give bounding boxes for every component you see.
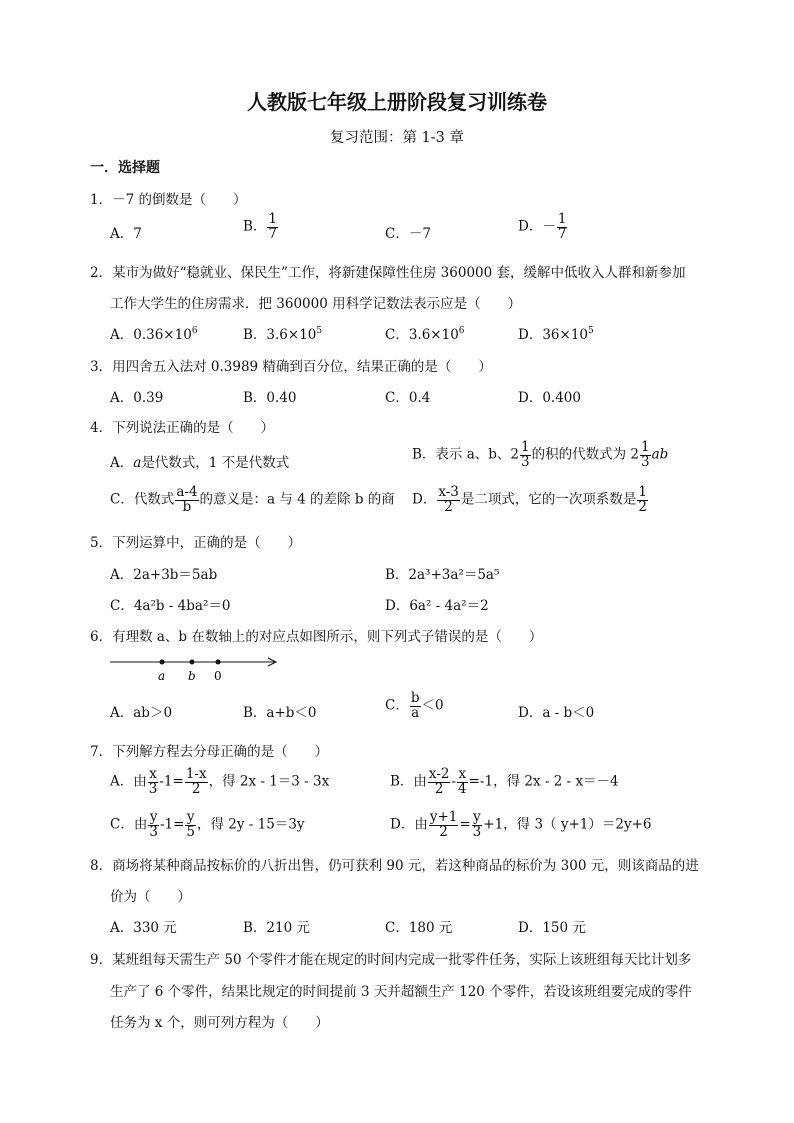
q5-option-d: D．6a² - 4a²＝2	[385, 598, 489, 614]
question-5-stem: 5．下列运算中，正确的是（ ）	[90, 535, 302, 551]
q2-option-a: A．$0.36\times 10^6$	[110, 326, 198, 343]
question-8-stem-line1: 8．商场将某种商品按标价的八折出售，仍可获利 90 元，若这种商品的标价为 300 元，则该商品的进	[90, 858, 699, 874]
section-heading: 一．选择题	[90, 160, 160, 176]
q4-option-d: D． $\frac{x-3}{2}$ 是二项式，它的一次项系数是 $\frac{1}{2}$	[412, 484, 647, 515]
point-a	[160, 660, 165, 665]
q5-option-c: C．4a²b - 4ba²＝0	[110, 598, 231, 614]
fraction: $\frac{y}{5}$	[186, 809, 195, 840]
fraction: $\frac{a-4}{b}$	[176, 484, 198, 515]
question-9-stem-line1: 9．某班组每天需生产 50 个零件才能在规定的时间内完成一批零件任务，实际上该班组每天比计划多	[90, 952, 692, 968]
q3-option-b: B．0.40	[243, 390, 297, 406]
number-line-figure	[100, 650, 290, 684]
fraction: $\frac{y+1}{2}$	[429, 809, 458, 840]
question-4-stem: 4．下列说法正确的是（ ）	[90, 420, 275, 436]
q3-option-a: A．0.39	[110, 390, 164, 406]
q5-option-a: A．2a+3b＝5ab	[110, 567, 218, 583]
q4-option-c: C．代数式 $\frac{a-4}{b}$ 的意义是：a 与 4 的差除 b 的商	[110, 484, 395, 515]
question-6-stem: 6．有理数 a、b 在数轴上的对应点如图所示，则下列式子错误的是（ ）	[90, 629, 543, 645]
q7-option-d: D．由 $\frac{y+1}{2}$ = $\frac{y}{3}$ +1，得 3（ y+1）＝2y+6	[390, 809, 652, 840]
q1-option-b: B． $\frac{1}{7}$	[243, 211, 278, 242]
q5-option-b: B．2a³+3a²＝5a⁵	[385, 567, 500, 583]
label-a: a	[158, 669, 166, 683]
question-9-stem-line3: 任务为 x 个，则可列方程为（ ）	[110, 1015, 329, 1031]
question-2-stem-line1: 2．某市为做好“稳就业、保民生”工作，将新建保障性住房 360000 套，缓解中低收入人群和新参加	[90, 265, 686, 281]
q3-option-d: D．0.400	[518, 390, 581, 406]
fraction: $\frac{1}{3}$	[521, 439, 530, 470]
q7-option-a: A．由 $\frac{x}{3}$ -1= $\frac{1-x}{2}$ ，得 2x - 1＝3 - 3x	[110, 766, 330, 797]
fraction: $\frac{y}{3}$	[472, 809, 482, 840]
point-b	[190, 660, 195, 665]
q8-option-c: C．180 元	[385, 920, 453, 936]
q6-option-d: D．a - b＜0	[518, 705, 595, 721]
fraction: $\frac{1}{7}$	[268, 211, 278, 242]
question-2-stem-line2: 工作大学生的住房需求．把 360000 用科学记数法表示应是（ ）	[110, 296, 522, 312]
fraction: $\frac{b}{a}$	[410, 690, 420, 721]
q4-option-b: B．表示 a、b、2 $\frac{1}{3}$ 的积的代数式为 2 $\frac{1}{3}$ ab	[412, 439, 669, 470]
q2-option-b: B．$3.6\times 10^5$	[243, 326, 323, 343]
q1-option-a: A．7	[110, 226, 142, 242]
question-8-stem-line2: 价为（ ）	[110, 889, 191, 905]
question-1-stem: 1．－7 的倒数是（ ）	[90, 192, 247, 208]
page-title: 人教版七年级上册阶段复习训练卷	[247, 90, 547, 114]
fraction: $\frac{x}{3}$	[148, 766, 158, 797]
q6-option-a: A．ab＞0	[110, 705, 173, 721]
page-subtitle: 复习范围：第 1-3 章	[329, 130, 465, 146]
q7-option-b: B．由 $\frac{x-2}{2}$ - $\frac{x}{4}$ =-1，得 2x - 2 - x＝－4	[390, 766, 619, 797]
q6-option-c: C． $\frac{b}{a}$ ＜0	[385, 690, 444, 721]
q1-option-d: D．－ $\frac{1}{7}$	[518, 211, 567, 242]
point-0	[216, 660, 221, 665]
q2-option-d: D．$36\times 10^5$	[518, 326, 594, 343]
q8-option-b: B．210 元	[243, 920, 310, 936]
q3-option-c: C．0.4	[385, 390, 431, 406]
q8-option-a: A．330 元	[110, 920, 177, 936]
fraction: $\frac{1-x}{2}$	[185, 766, 207, 797]
q2-option-c: C．$3.6\times 10^6$	[385, 326, 465, 343]
q6-option-b: B．a+b＜0	[243, 705, 317, 721]
fraction: $\frac{1}{3}$	[640, 439, 650, 470]
q7-option-c: C．由 $\frac{y}{3}$ -1= $\frac{y}{5}$ ，得 2y - 15＝3y	[110, 809, 305, 840]
q1-option-c: C．－7	[385, 226, 431, 242]
label-b: b	[188, 669, 196, 683]
fraction: $\frac{x-3}{2}$	[438, 484, 459, 515]
question-9-stem-line2: 生产了 6 个零件，结果比规定的时间提前 3 天并超额生产 120 个零件，若设该班组要完成的零件	[110, 984, 692, 1000]
q4-option-a: A．a是代数式，1 不是代数式	[110, 455, 290, 471]
fraction: $\frac{1}{7}$	[557, 211, 567, 242]
fraction: $\frac{x}{4}$	[458, 766, 467, 797]
label-zero: 0	[214, 669, 222, 683]
fraction: $\frac{1}{2}$	[638, 484, 647, 515]
fraction: $\frac{y}{3}$	[149, 809, 158, 840]
question-7-stem: 7．下列解方程去分母正确的是（ ）	[90, 744, 329, 760]
question-3-stem: 3．用四舍五入法对 0.3989 精确到百分位，结果正确的是（ ）	[90, 359, 492, 375]
fraction: $\frac{x-2}{2}$	[428, 766, 450, 797]
q8-option-d: D．150 元	[518, 920, 586, 936]
